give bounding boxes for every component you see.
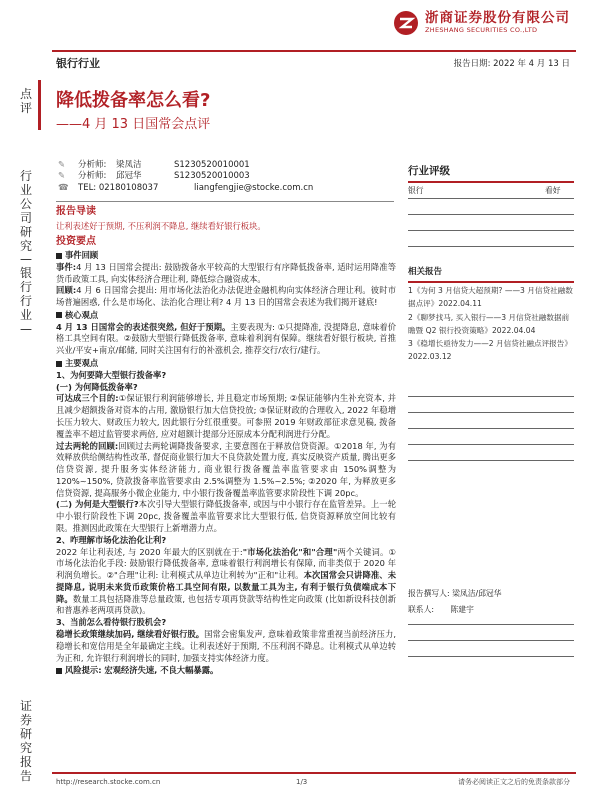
related-line [408,428,574,429]
analyst-row [58,171,358,182]
analyst-name: 邱冠华 [116,171,142,182]
related-line [408,412,574,413]
q1b-para: (二) 为何是大型银行?本次引导大型银行降低拨备率, 或因与中小银行存在监管差异。上一轮中小银行阶段性下调 20pc, 拨备覆盖率监管要求比大型银行低, 信贷资源释放空间比较有限。推测因此政策在大型银行上新增潜力点。 [56,499,396,533]
page-subtitle: ——4 月 13 日国常会点评 [56,117,211,132]
q1-heading: 1、为何要降大型银行拨备率? [56,369,167,380]
related-line [408,444,574,445]
risk-warning: 风险提示: 宏观经济失速, 不良大幅暴露。 [56,665,396,677]
points-body [56,250,396,677]
company-logo [393,10,570,36]
footer-url[interactable]: http://research.stocke.com.cn [56,778,161,786]
analyst-id: S1230520010001 [174,160,250,170]
side-label-top: 点评 [19,87,32,115]
analyst-name: 梁凤洁 [116,160,142,170]
s1-review: 回顾:4 月 6 日国常会提出: 用市场化法治化办法促进金融机构向实体经济合理让利。彼时市场普遍困惑, 什么是市场化、法治化合理让利? 4 月 13 日的国常会表述为我们揭开谜底! [56,285,396,308]
q2-heading: 2、咋理解市场化法治化让利? [56,534,167,545]
rating-line [408,230,574,231]
related-list [408,284,576,364]
q2-para: 2022 年让利表述, 与 2020 年最大的区别就在于:"市场化法治化"和"合理"两个关键词。①市场化法治化手段: 鼓励银行降低拨备率, 意味着银行利润增长有保障, 而非类似于 2020 年利润负增长。②"合理"让利: 让利模式从单边让利转为"正和"让利。本次国常会只讲降准、未提降息, 说明未来货币政策价格工具空间有限, 以数量工具为主, 有利于银行负债端成本下降。数量工具包括降准等总量政策, 也包括专项再贷款等结构性定向政策 (比如新设科技创新和普惠养老两项再贷款)。 [56,546,396,616]
analyst-block [58,160,358,194]
contact-tel: TEL: 02180108037 [78,182,159,193]
s2-title: 核心观点 [56,310,396,322]
rating-line [408,246,574,247]
q1a-heading: (一) 为何降低拨备率? [56,381,138,392]
analyst-divider [56,201,394,202]
q1a-history: 过去两轮的回顾:回顾过去两轮调降拨备要求, 主要意图在于释放信贷资源。①2018 年, 为有效释放供给侧结构性改革, 督促商业银行加大不良贷款处置力度, 真实反映资产质量, 腾出更多信贷资源, 提升服务实体经济能力, 商业银行拨备覆盖率监管要求由 150%调整为 120%~150%, 贷款拨备率监管要求由 2.5%调整为 1.5%~2.5%; ②2020 年, 为释放更多信贷资源, 提高服务小微企业能力, 中小银行拨备覆盖率监管要求阶段性下调 20pc。 [56,440,396,498]
guide-heading: 报告导读 [56,206,96,217]
rating-line [408,214,574,215]
related-report-link[interactable]: 3《稳增长亟待发力——2 月信贷社融点评报告》2022.03.12 [408,339,572,362]
page-title: 降低拨备率怎么看? [56,90,211,111]
company-name-en: ZHESHANG SECURITIES CO.,LTD [425,25,538,34]
analyst-id: S1230520010003 [174,171,250,182]
report-date: 报告日期: 2022 年 4 月 13 日 [453,59,570,69]
author-row: 报告撰写人: 梁凤洁/邱冠华 [408,589,502,598]
pen-icon: ✎ [58,171,66,182]
page-number: 1/3 [296,778,308,786]
side-label-bottom: 证券研究报告 [19,699,32,783]
related-title: 相关报告 [408,267,443,277]
bullet-square-icon [56,253,62,259]
company-name-cn: 浙商证券股份有限公司 [425,9,570,26]
side-label-middle: 行业公司研究—银行行业— [19,169,32,336]
industry-label: 银行行业 [56,57,100,70]
related-report-link[interactable]: 1《为何 3 月信贷大超预期? ——3 月信贷社融数据点评》2022.04.11 [408,286,573,309]
related-report-link[interactable]: 2《聊梦找马, 买入银行——3 月信贷社融数据前瞻暨 Q2 银行投资策略》2022.04.04 [408,312,570,335]
header-divider [52,50,576,52]
footer-disclaimer: 请务必阅读正文之后的免责条款部分 [458,778,570,786]
contact-email[interactable]: liangfengjie@stocke.com.cn [194,182,314,193]
s3-title: 主要观点 [56,358,396,370]
related-line [408,460,574,461]
contact-person-row: 联系人: 陈建宇 [408,605,474,614]
rating-divider [408,181,574,183]
rating-line [408,198,574,199]
contact-row [58,183,358,194]
q3-heading: 3、当前怎么看待银行股机会? [56,617,167,628]
bullet-square-icon [56,668,62,674]
bullet-square-icon [56,361,62,367]
analyst-role: 分析师: [78,171,107,182]
side-accent-bar [38,80,41,130]
q1a-para: 可达成三个目的:①保证银行利润能够增长, 并且稳定市场预期; ②保证能够内生补充资本, 并且减少超额拨备对资本的占用, 激励银行加大信贷投放; ③保证财政的合理收入, 2022 年稳增长压力较大、财政压力较大, 因此银行分红很重要。可参照 2019 年财政部征求意见稿, 拨备覆盖率不超过监管要求两倍, 应对超额计提部分还原成本分配利润进行分配。 [56,393,396,439]
company-emblem-icon [393,10,419,36]
points-heading: 投资要点 [56,236,96,247]
guide-text: 让利表述好于预期, 不压利润不降息, 继续看好银行板块。 [56,221,266,231]
bullet-square-icon [56,312,62,318]
rating-title: 行业评级 [408,165,450,177]
analyst-row [58,160,358,171]
s1-title: 事件回顾 [56,250,396,262]
author-line [408,656,574,657]
q3-para: 稳增长政策继续加码, 继续看好银行股。国常会密集发声, 意味着政策非常重视当前经济压力, 稳增长和宽信用是全年最确定主线。让利表述好于预期, 不压利润不降息。让利模式从单边转为正和, 允许银行利润增长的同时, 加强支持实体经济力度。 [56,629,396,663]
footer-divider [52,772,576,774]
phone-icon: ☎ [58,182,69,193]
s1-event: 事件:4 月 13 日国常会提出: 鼓励拨备水平较高的大型银行有序降低拨备率, 适时运用降准等货币政策工具, 向实体经济合理让利, 降低综合融资成本。 [56,261,396,284]
s2-core: 4 月 13 日国常会的表述很突然, 但好于预期。主要表现为: ①只提降准, 没提降息, 意味着价格工具空间有限。②鼓励大型银行降低拨备率, 意味着利润有保障。继续看好银行板块, 首推兴业/平安+南京/邮储, 同时关注国有行的补涨机会, 推荐交行/农行/建行。 [56,321,397,356]
rating-row-label: 银行 [408,186,424,195]
author-line [408,640,574,641]
rating-row-value: 看好 [545,186,561,195]
author-line [408,624,574,625]
analyst-role: 分析师: [78,160,107,170]
related-divider [408,281,574,283]
pen-icon: ✎ [58,160,66,170]
related-line [408,396,574,397]
